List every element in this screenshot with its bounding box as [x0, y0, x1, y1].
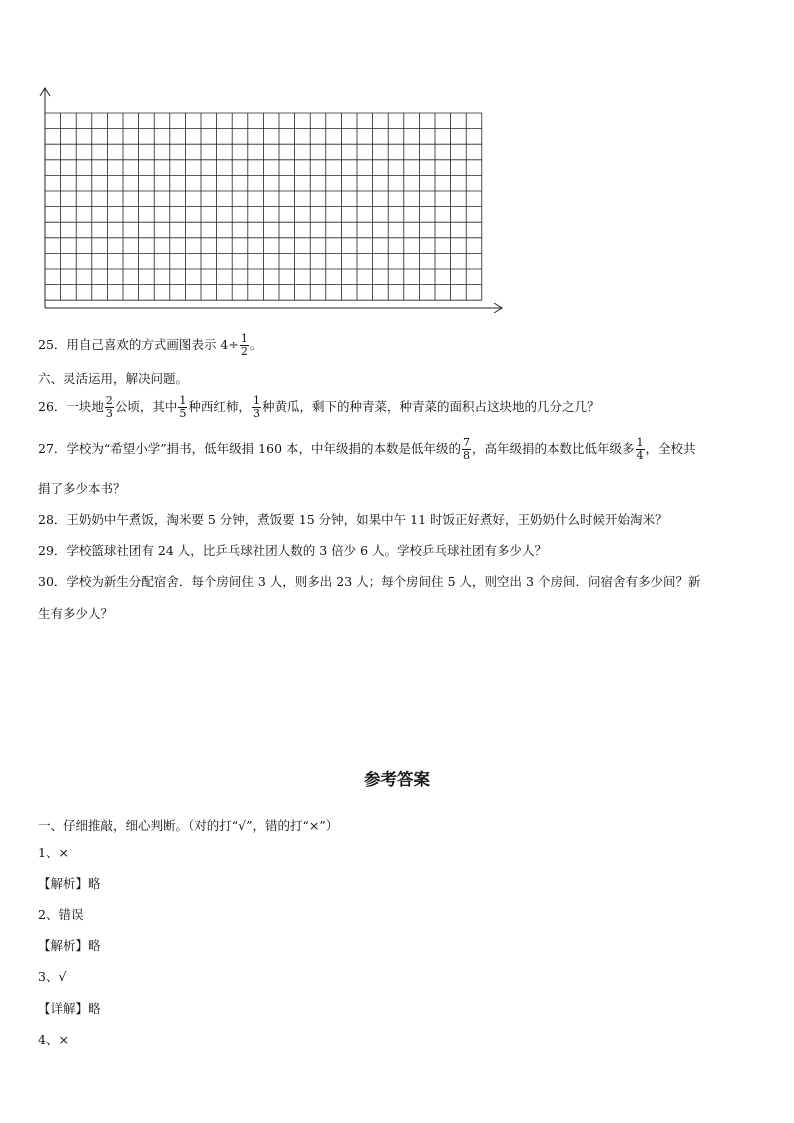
fraction-one-half: $\frac{1}{2}$ — [240, 332, 248, 358]
question-30: 30．学校为新生分配宿舍．每个房间住 3 人，则多出 23 人；每个房间住 5 人，则空出 3 个房间．问宿舍有多少间？新 — [38, 574, 701, 589]
question-30-line-2: 生有多少人？ — [38, 606, 114, 621]
question-27-line-2: 捐了多少本书？ — [38, 481, 126, 496]
section-6-heading: 六、灵活运用，解决问题。 — [38, 371, 189, 386]
fraction: $\frac{2}{3}$ — [105, 394, 113, 420]
coordinate-grid — [34, 86, 514, 318]
answer-item: 【解析】略 — [38, 876, 101, 891]
q25-text: 25．用自己喜欢的方式画图表示 4÷ — [38, 337, 239, 352]
answers-title: 参考答案 — [364, 770, 430, 789]
answer-item: 1、× — [38, 845, 69, 860]
answer-item: 3、√ — [38, 969, 67, 984]
fraction: $\frac{7}{8}$ — [463, 436, 470, 462]
question-27: 27．学校为“希望小学”捐书，低年级捐 160 本，中年级捐的本数是低年级的 $\frac{7}{8}$ ，高年级捐的本数比低年级多 $\frac{1}{4}$ ，全校共 — [38, 436, 696, 462]
question-25: 25．用自己喜欢的方式画图表示 4÷ $\frac{1}{2}$ 。 — [38, 332, 263, 358]
answer-item: 【详解】略 — [38, 1001, 101, 1016]
question-29: 29．学校篮球社团有 24 人，比乒乓球社团人数的 3 倍少 6 人。学校乒乓球社团有多少人？ — [38, 543, 548, 558]
answer-item: 【解析】略 — [38, 938, 101, 953]
fraction: $\frac{1}{3}$ — [252, 394, 260, 420]
question-28: 28．王奶奶中午煮饭，淘米要 5 分钟，煮饭要 15 分钟，如果中午 11 时饭正好煮好，王奶奶什么时候开始淘米？ — [38, 512, 668, 527]
question-26: 26．一块地 $\frac{2}{3}$ 公顷，其中 $\frac{1}{5}$ 种西红柿， $\frac{1}{3}$ 种黄瓜，剩下的种青菜，种青菜的面积占这块地的几分之几？ — [38, 394, 600, 420]
fraction: $\frac{1}{4}$ — [636, 436, 644, 462]
answer-item: 2、错误 — [38, 907, 84, 922]
fraction: $\frac{1}{5}$ — [179, 394, 187, 420]
answer-item: 4、× — [38, 1032, 69, 1047]
answers-section-1: 一、仔细推敲，细心判断。（对的打“√”，错的打“×”） — [38, 818, 339, 833]
